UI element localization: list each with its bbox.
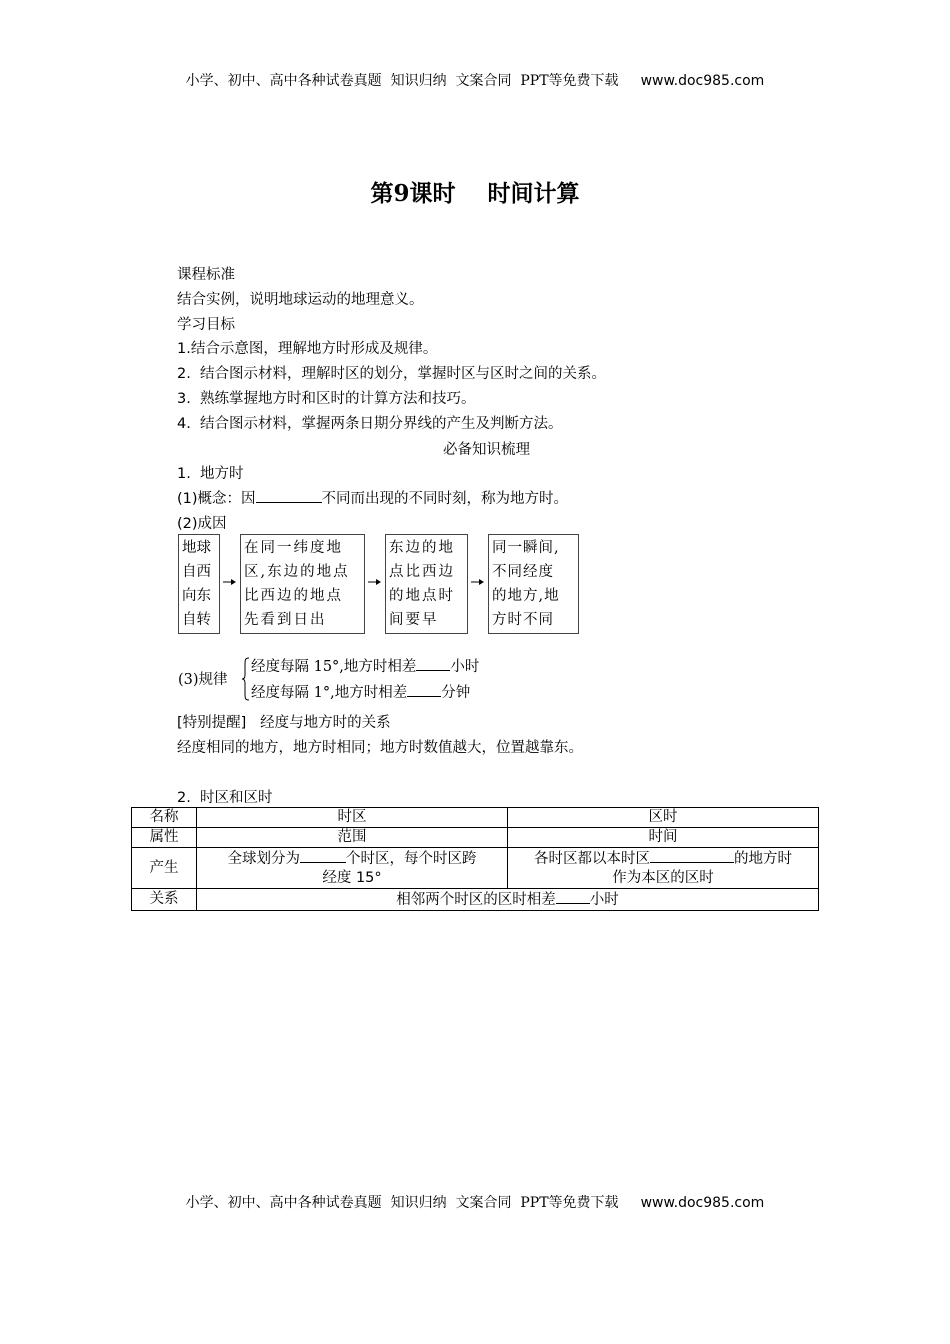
blank [256,488,322,503]
rule-2: 经度每隔 1°,地方时相差 分钟 [251,682,470,703]
time-zone-table [131,807,819,911]
goal-3: 3. 熟练掌握地方时和区时的计算方法和技巧。 [177,391,476,407]
arrow-right-icon [368,576,382,588]
arrow-right-icon [223,576,237,588]
flow-box-3: 东边的地 点比西边 的地点时 间要早 [385,534,468,634]
table-row: 名称 时区 区时 [132,808,819,828]
goals-heading: 学习目标 [177,317,235,333]
flow-box-1: 地球 自西 向东 自转 [178,534,220,634]
header-text: 小学、初中、高中各种试卷真题 知识归纳 文案合同 PPT等免费下载 [185,73,619,89]
rule-label: (3)规律 [178,672,228,688]
footer-text: 小学、初中、高中各种试卷真题 知识归纳 文案合同 PPT等免费下载 [185,1195,619,1211]
tip-line [177,711,391,732]
concept-b: 不同而出现的不同时刻，称为地方时。 [321,491,569,507]
flow-box-4: 同一瞬间, 不同经度 的地方,地 方时不同 [488,534,579,634]
curriculum-heading: 课程标准 [177,267,235,283]
flow-box-2: 在同一纬度地 区,东边的地点 比西边的地点 先看到日出 [240,534,365,634]
section-2-heading: 2. 时区和区时 [177,790,273,806]
brace-icon [241,657,250,701]
page-header [0,70,950,90]
goal-1: 1.结合示意图，理解地方时形成及规律。 [177,341,438,357]
tip-title: 经度与地方时的关系 [260,715,391,731]
concept-line [177,487,568,508]
section-1-heading: 1. 地方时 [177,466,244,482]
table-row: 产生 全球划分为 个时区，每个时区跨 经度 15° 各时区都以本时区 的地方时 作为本区的区时 [132,848,819,889]
page-footer [0,1192,950,1212]
goal-2: 2. 结合图示材料，理解时区的划分，掌握时区与区时之间的关系。 [177,366,607,382]
tip-label: [特别提醒] [177,715,247,731]
footer-url[interactable]: www.doc985.com [640,1195,765,1211]
tip-text: 经度相同的地方，地方时相同；地方时数值越大，位置越靠东。 [177,740,583,756]
concept-a: (1)概念：因 [177,491,256,507]
section-heading: 必备知识梳理 [443,442,530,458]
curriculum-text: 结合实例，说明地球运动的地理意义。 [177,292,424,308]
header-url[interactable]: www.doc985.com [640,73,765,89]
table-row: 关系 相邻两个时区的区时相差 小时 [132,889,819,911]
rule-1: 经度每隔 15°,地方时相差 小时 [251,656,479,677]
arrow-right-icon [471,576,485,588]
page-title: 第9课时 时间计算 [370,180,580,207]
table-row: 属性 范围 时间 [132,828,819,848]
goal-4: 4. 结合图示材料，掌握两条日期分界线的产生及判断方法。 [177,416,563,432]
cause-heading: (2)成因 [177,516,227,532]
